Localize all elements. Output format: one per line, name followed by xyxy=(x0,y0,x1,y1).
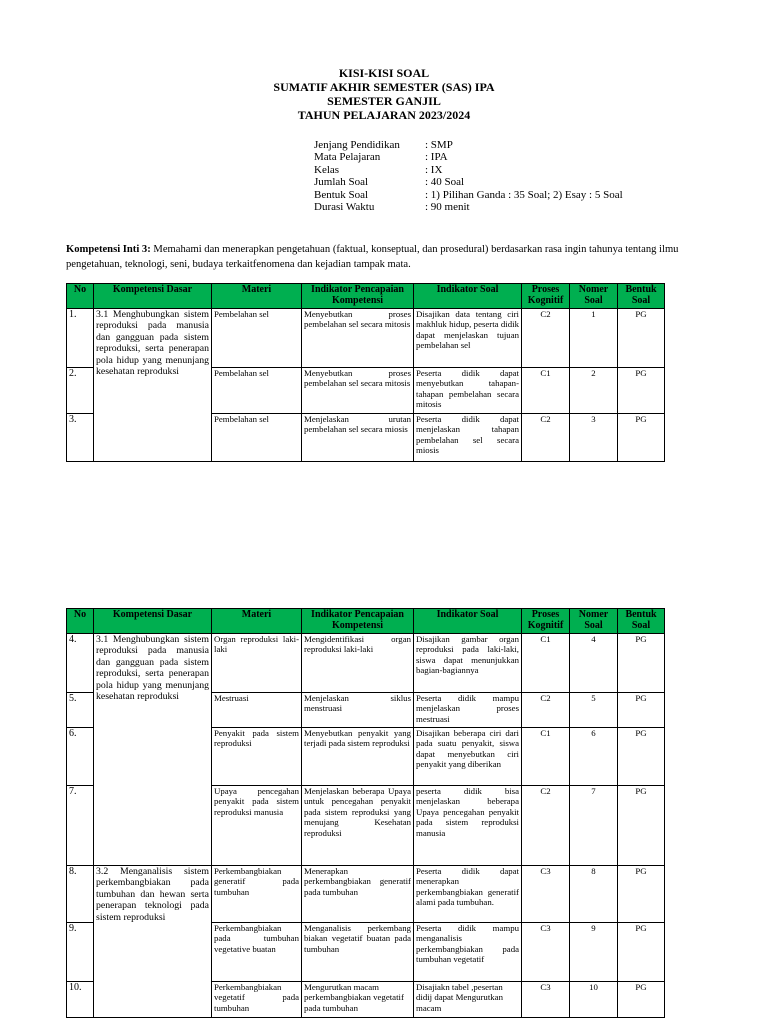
row-number: 8. xyxy=(67,866,94,923)
info-row-jenjang xyxy=(314,139,623,151)
title-line-2: SUMATIF AKHIR SEMESTER (SAS) IPA xyxy=(273,80,495,94)
col-header-ipk: Indikator Pencapaian Kompetensi xyxy=(302,284,414,309)
info-row-kelas xyxy=(314,164,623,176)
col-header-nomer: Nomer Soal xyxy=(570,284,618,309)
bentuk-cell: PG xyxy=(618,309,665,368)
bentuk-cell: PG xyxy=(618,786,665,866)
proses-cell: C2 xyxy=(522,309,570,368)
row-number: 6. xyxy=(67,728,94,786)
nomer-cell: 8 xyxy=(570,866,618,923)
col-header-indikator: Indikator Soal xyxy=(414,609,522,634)
ipk-cell: Menjelaskan beberapa Upaya untuk pencegahan penyakit pada sistem reproduksi yang menujang Kesehatan reproduksi xyxy=(302,786,414,866)
bentuk-cell: PG xyxy=(618,414,665,462)
col-header-kd: Kompetensi Dasar xyxy=(94,284,212,309)
bentuk-cell: PG xyxy=(618,866,665,923)
row-number: 7. xyxy=(67,786,94,866)
col-header-materi: Materi xyxy=(212,609,302,634)
info-row-durasi xyxy=(314,201,623,213)
kisi-table-2 xyxy=(66,608,665,1018)
nomer-cell: 2 xyxy=(570,368,618,414)
col-header-bentuk: Bentuk Soal xyxy=(618,284,665,309)
col-header-materi: Materi xyxy=(212,284,302,309)
nomer-cell: 3 xyxy=(570,414,618,462)
indikator-cell: Disajikan beberapa ciri dari pada suatu penyakit, siswa dapat menyebutkan ciri penyakit yang diberikan xyxy=(414,728,522,786)
nomer-cell: 4 xyxy=(570,634,618,693)
info-label: Mata Pelajaran xyxy=(314,151,381,164)
bentuk-cell: PG xyxy=(618,923,665,982)
kompetensi-dasar-cell: 3.1 Menghubungkan sistem reproduksi pada manusia dan gangguan pada sistem reproduksi, serta penerapan pola hidup yang menunjang kesehatan reproduksi xyxy=(94,309,212,462)
col-header-indikator: Indikator Soal xyxy=(414,284,522,309)
title-line-3: SEMESTER GANJIL xyxy=(327,94,441,108)
col-header-bentuk: Bentuk Soal xyxy=(618,609,665,634)
materi-cell: Perkembangbiakan generatif pada tumbuhan xyxy=(212,866,302,923)
table-header-row xyxy=(67,609,665,634)
materi-cell: Pembelahan sel xyxy=(212,368,302,414)
ipk-cell: Menerapkan perkembangbiakan generatif pada tumbuhan xyxy=(302,866,414,923)
row-number: 2. xyxy=(67,368,94,414)
ipk-cell: Menganalisis perkembang biakan vegetatif buatan pada tumbuhan xyxy=(302,923,414,982)
proses-cell: C2 xyxy=(522,414,570,462)
materi-cell: Penyakit pada sistem reproduksi xyxy=(212,728,302,786)
kisi-table-1 xyxy=(66,283,665,462)
bentuk-cell: PG xyxy=(618,693,665,728)
table-row xyxy=(67,309,665,368)
materi-cell: Organ reproduksi laki-laki xyxy=(212,634,302,693)
title-line-4: TAHUN PELAJARAN 2023/2024 xyxy=(297,108,471,122)
nomer-cell: 9 xyxy=(570,923,618,982)
document-title xyxy=(0,66,768,122)
proses-cell: C1 xyxy=(522,368,570,414)
col-header-ipk: Indikator Pencapaian Kompetensi xyxy=(302,609,414,634)
row-number: 3. xyxy=(67,414,94,462)
nomer-cell: 5 xyxy=(570,693,618,728)
info-value: : IX xyxy=(425,163,443,176)
ipk-cell: Menjelaskan siklus menstruasi xyxy=(302,693,414,728)
row-number: 4. xyxy=(67,634,94,693)
indikator-cell: peserta didik bisa menjelaskan beberapa Upaya pencegahan penyakit pada sistem reproduksi manusia xyxy=(414,786,522,866)
info-label: Kelas xyxy=(314,163,340,176)
materi-cell: Perkembangbiakan vegetatif pada tumbuhan xyxy=(212,982,302,1018)
materi-cell: Pembelahan sel xyxy=(212,414,302,462)
info-value: : 1) Pilihan Ganda : 35 Soal; 2) Esay : 5 Soal xyxy=(425,188,623,201)
col-header-proses: Proses Kognitif xyxy=(522,284,570,309)
materi-cell: Mestruasi xyxy=(212,693,302,728)
col-header-kd: Kompetensi Dasar xyxy=(94,609,212,634)
row-number: 1. xyxy=(67,309,94,368)
proses-cell: C2 xyxy=(522,693,570,728)
bentuk-cell: PG xyxy=(618,982,665,1018)
nomer-cell: 6 xyxy=(570,728,618,786)
indikator-cell: Peserta didik mampu menjelaskan proses mestruasi xyxy=(414,693,522,728)
indikator-cell: Disajikan gambar organ reproduksi pada laki-laki, siswa dapat menunjukkan bagian-bagiannya xyxy=(414,634,522,693)
proses-cell: C3 xyxy=(522,982,570,1018)
info-row-jumlah xyxy=(314,176,623,188)
exam-info xyxy=(314,139,623,213)
table-row xyxy=(67,866,665,923)
indikator-cell: Peserta didik mampu menganalisis perkembangbiakan pada tumbuhan vegetatif xyxy=(414,923,522,982)
kompetensi-dasar-cell: 3.1 Menghubungkan sistem reproduksi pada manusia dan gangguan pada sistem reproduksi, serta penerapan pola hidup yang menunjang kesehatan reproduksi xyxy=(94,634,212,866)
proses-cell: C1 xyxy=(522,634,570,693)
ipk-cell: Menjelaskan urutan pembelahan sel secara miosis xyxy=(302,414,414,462)
ipk-cell: Menyebutkan penyakit yang terjadi pada sistem reproduksi xyxy=(302,728,414,786)
info-label: Bentuk Soal xyxy=(314,188,369,201)
proses-cell: C3 xyxy=(522,866,570,923)
info-row-bentuk xyxy=(314,189,623,201)
ki-label: Kompetensi Inti 3: xyxy=(66,244,151,255)
col-header-nomer: Nomer Soal xyxy=(570,609,618,634)
materi-cell: Upaya pencegahan penyakit pada sistem reproduksi manusia xyxy=(212,786,302,866)
info-value: : 90 menit xyxy=(425,201,470,214)
indikator-cell: Peserta didik dapat menerapkan perkembangbiakan generatif alami pada tumbuhan. xyxy=(414,866,522,923)
info-value: : SMP xyxy=(425,139,453,151)
info-label: Jenjang Pendidikan xyxy=(314,139,400,151)
indikator-cell: Peserta didik dapat menjelaskan tahapan pembelahan sel secara miosis xyxy=(414,414,522,462)
bentuk-cell: PG xyxy=(618,728,665,786)
row-number: 5. xyxy=(67,693,94,728)
nomer-cell: 10 xyxy=(570,982,618,1018)
kompetensi-dasar-cell: 3.2 Menganalisis sistem perkembangbiakan pada tumbuhan dan hewan serta penerapan teknologi pada sistem reproduksi xyxy=(94,866,212,1018)
nomer-cell: 1 xyxy=(570,309,618,368)
proses-cell: C3 xyxy=(522,923,570,982)
bentuk-cell: PG xyxy=(618,634,665,693)
proses-cell: C2 xyxy=(522,786,570,866)
nomer-cell: 7 xyxy=(570,786,618,866)
ipk-cell: Mengurutkan macam perkembangbiakan vegetatif pada tumbuhan xyxy=(302,982,414,1018)
row-number: 9. xyxy=(67,923,94,982)
ipk-cell: Mengidentifikasi organ reproduksi laki-laki xyxy=(302,634,414,693)
proses-cell: C1 xyxy=(522,728,570,786)
indikator-cell: Disajiakn tabel ,pesertan didij dapat Mengurutkan macam xyxy=(414,982,522,1018)
ipk-cell: Menyebutkan proses pembelahan sel secara mitosis xyxy=(302,309,414,368)
col-header-no: No xyxy=(67,284,94,309)
table-header-row xyxy=(67,284,665,309)
info-value: : 40 Soal xyxy=(425,176,465,189)
info-label: Jumlah Soal xyxy=(314,176,369,189)
row-number: 10. xyxy=(67,982,94,1018)
info-value: : IPA xyxy=(425,151,448,164)
indikator-cell: Peserta didik dapat menyebutkan tahapan-tahapan pembelahan secara mitosis xyxy=(414,368,522,414)
col-header-no: No xyxy=(67,609,94,634)
table-row xyxy=(67,634,665,693)
kompetensi-inti xyxy=(66,242,716,272)
ipk-cell: Menyebutkan proses pembelahan sel secara mitosis xyxy=(302,368,414,414)
title-line-1: KISI-KISI SOAL xyxy=(338,66,430,80)
ki-text: Memahami dan menerapkan pengetahuan (faktual, konseptual, dan prosedural) berdasarkan rasa ingin tahunya tentang ilmu pengetahuan, teknologi, seni, budaya terkaitfenomena dan kejadian tampak mata. xyxy=(66,244,679,270)
indikator-cell: Disajikan data tentang ciri makhluk hidup, peserta didik dapat menjelaskan tujuan pembelahan sel xyxy=(414,309,522,368)
col-header-proses: Proses Kognitif xyxy=(522,609,570,634)
info-row-mapel xyxy=(314,151,623,163)
materi-cell: Perkembangbiakan pada tumbuhan vegetative buatan xyxy=(212,923,302,982)
info-label: Durasi Waktu xyxy=(314,201,375,214)
materi-cell: Pembelahan sel xyxy=(212,309,302,368)
bentuk-cell: PG xyxy=(618,368,665,414)
